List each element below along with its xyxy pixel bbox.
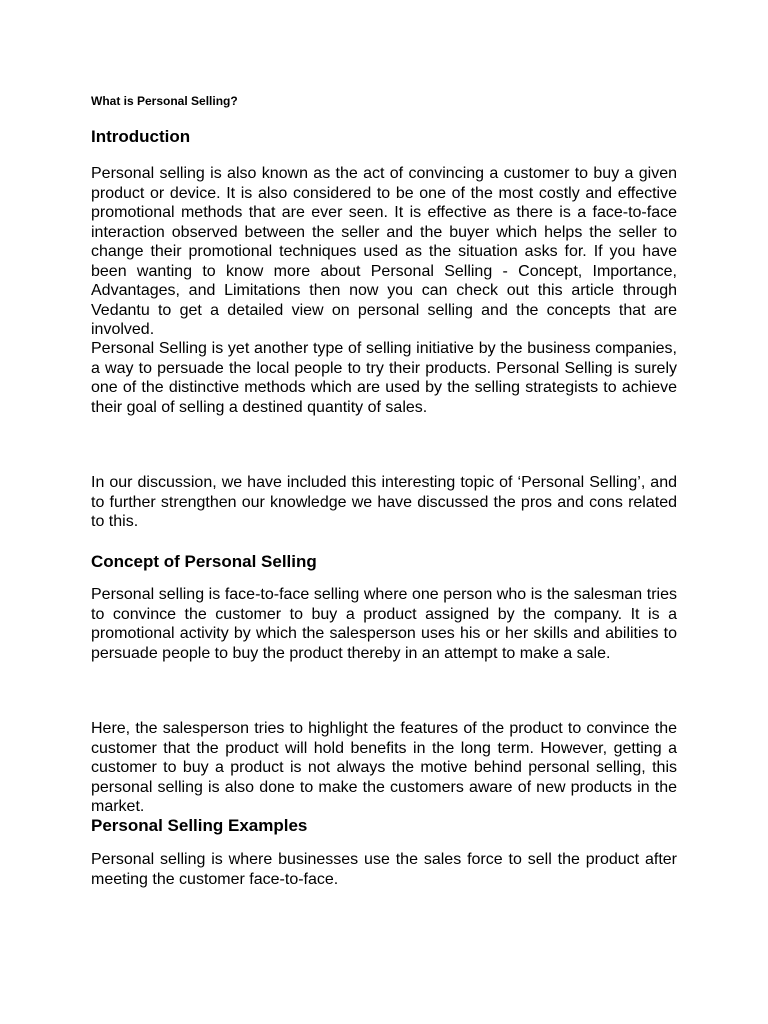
document-title: What is Personal Selling? — [91, 94, 238, 108]
concept-paragraph-2: Here, the salesperson tries to highlight the features of the product to convince the customer that the product will hold benefits in the long term. However, getting a customer to buy a product is not always the motive behind personal selling, this personal selling is also done to make the customers aware of new products in the market. — [91, 720, 677, 815]
examples-heading: Personal Selling Examples — [91, 816, 308, 835]
introduction-paragraph-2: Personal Selling is yet another type of selling initiative by the business companies, a way to persuade the local people to try their products. Personal Selling is surely one of the distinctive methods which are used by the selling strategists to achieve their goal of selling a destined quantity of sales. — [91, 340, 677, 416]
introduction-paragraph-1: Personal selling is also known as the act of convincing a customer to buy a given product or device. It is also considered to be one of the most costly and effective promotional methods that are ever seen. It is effective as there is a face-to-face interaction observed between the seller and the buyer which helps the seller to change their promotional techniques used as the situation asks for. If you have been wanting to know more about Personal Selling - Concept, Importance, Advantages, and Limitations then now you can check out this article through Vedantu to get a detailed view on personal selling and the concepts that are involved. — [91, 165, 677, 338]
concept-heading: Concept of Personal Selling — [91, 552, 317, 571]
introduction-paragraph-3: In our discussion, we have included this interesting topic of ‘Personal Selling’, and to further strengthen our knowledge we have discussed the pros and cons related to this. — [91, 474, 677, 530]
examples-paragraph-1: Personal selling is where businesses use the sales force to sell the product after meeting the customer face-to-face. — [91, 851, 677, 888]
introduction-heading: Introduction — [91, 127, 191, 146]
concept-paragraph-1: Personal selling is face-to-face selling where one person who is the salesman tries to convince the customer to buy a product assigned by the company. It is a promotional activity by which the salesperson uses his or her skills and abilities to persuade people to buy the product thereby in an attempt to make a sale. — [91, 586, 677, 662]
